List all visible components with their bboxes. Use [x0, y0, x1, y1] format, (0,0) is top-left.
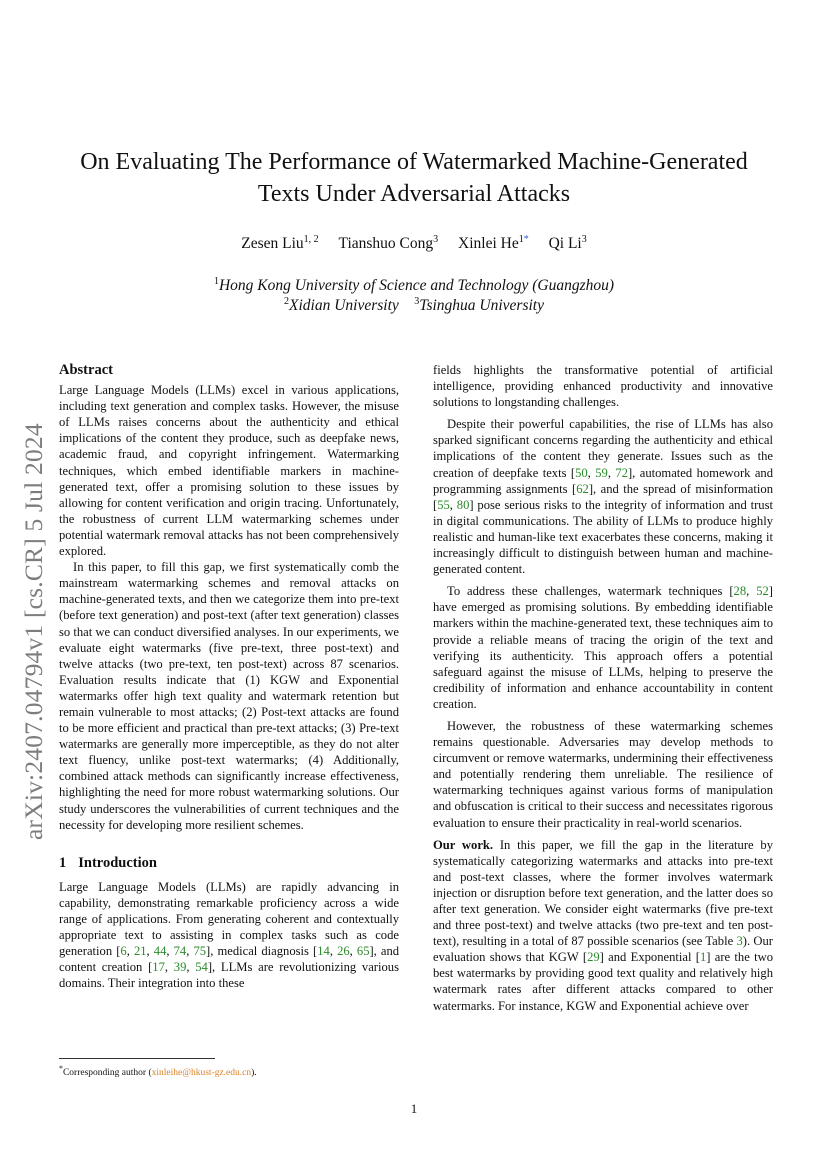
title-line-2: Texts Under Adversarial Attacks — [257, 181, 571, 207]
abstract-paragraph-1: Large Language Models (LLMs) excel in various applications, including text generation and complex tasks. However, the misuse of LLMs raises concerns about the authenticity and ethical implications of the content they produce, such as deepfake news, academic fraud, and copyright infringement. Watermarking techniques, which embed identifiable markers in machine-generated text, offer a promising solution to these issues by allowing for content verification and origin tracing. Unfortunately, the robustness of current LLM watermarking schemes under potential watermark removal attacks has not been comprehensively explored. — [59, 383, 399, 559]
footnote-rule — [59, 1058, 215, 1059]
citation[interactable]: 59 — [595, 465, 608, 480]
arxiv-stamp-text: arXiv:2407.04794v1 [cs.CR] 5 Jul 2024 — [19, 423, 48, 840]
our-work-paragraph: Our work. In this paper, we fill the gap in the literature by systematically categorizing watermarks and attacks into pre-text and post-text classes, where the former involves watermark injection or disruption before text generation, and the latter does so after text generation. We consider eight watermarks (five pre-text and three post-text) and twelve attacks (two pre-text and ten post-text), resulting in a total of 87 possible scenarios (see Table 3). Our evaluation shows that KGW [29] and Exponential [1] are the two best watermarks by providing good text quality and relatively high watermark rates after different attacks compared to other watermarks. For instance, KGW and Exponential achieve over — [433, 837, 773, 1013]
intro-paragraph-1: Large Language Models (LLMs) are rapidly advancing in capability, demonstrating remarkable proficiency across a wide range of applications. From generating coherent and contextually appropriate text to assisting in complex tasks such as code generation [6, 21, 44, 74, 75], medical diagnosis [14, 26, 65], and content creation [17, 39, 54], LLMs are revolutionizing various domains. Their integration into these — [59, 879, 400, 991]
citation[interactable]: 75 — [193, 944, 207, 959]
citation[interactable]: 26 — [337, 944, 350, 959]
citation[interactable]: 17 — [152, 960, 165, 975]
author-3: Xinlei $He^{1*}$ — [458, 234, 529, 252]
title-line-1: On Evaluating The Performance of Watermarked Machine-Generated — [80, 149, 748, 175]
left-column — [59, 362, 399, 991]
author-list — [60, 230, 768, 254]
author-4: Qi Li$^3$ — [548, 234, 587, 252]
email-link[interactable]: xinleihe@hkust-gz.edu.cn — [151, 1068, 252, 1079]
citation[interactable]: 29 — [587, 950, 600, 965]
table-reference[interactable]: 3 — [736, 934, 743, 949]
citation[interactable]: 62 — [576, 481, 589, 496]
citation[interactable]: 28 — [733, 584, 747, 599]
abstract-paragraph-2: In this paper, to fill this gap, we first systematically comb the mainstream watermarking schemes and removal attacks on machine-generated texts, and then we categorize them into pre-text (before text generation) and post-text (after text generation) classes so that we can conduct diversified analyses. In our experiments, we evaluate eight watermarks (five pre-text, three post-text) and twelve attacks (two pre-text, ten post-text) across 87 scenarios. Evaluation results indicate that (1) KGW and Exponential watermarks offer high text quality and watermark retention but remain vulnerable to most attacks; (2) Post-text attacks are found to be more efficient and practical than pre-text attacks; (3) Pre-text watermarks are generally more imperceptible, as they do not alter text fluency, unlike post-text watermarks; (4) Additionally, combined attack methods can significantly increase effectiveness, highlighting the need for more robust watermarking solutions. Our study underscores the vulnerabilities of current techniques and the necessity for developing more resilient schemes. — [59, 560, 399, 832]
our-work-runin: Our work. — [433, 837, 494, 852]
citation[interactable]: 14 — [317, 944, 330, 959]
citation[interactable]: 1 — [699, 950, 707, 965]
citation[interactable]: 44 — [153, 944, 167, 959]
arxiv-stamp — [14, 380, 54, 840]
citation[interactable]: 52 — [756, 584, 769, 599]
intro-paragraph-4: However, the robustness of these watermarking schemes remains questionable. Adversaries may develop methods to circumvent or remove watermarks, undermining their effectiveness and potentially rendering them unreliable. The resilience of watermarking techniques against various forms of manipulation and obfuscation is critical to their success and necessitates rigorous evaluation to ensure their practicality in real-world scenarios. — [433, 718, 773, 830]
citation[interactable]: 50 — [575, 465, 588, 480]
citation[interactable]: 55 — [437, 497, 450, 512]
intro-paragraph-2: Despite their powerful capabilities, the rise of LLMs has also sparked significant concerns regarding the authenticity and ethical implications of the content they generate. Issues such as the creation of deepfake texts [50, 59, 72], automated homework and programming assignments [62], and the spread of misinformation [55, 80] pose serious risks to the integrity of information and trust in digital communications. The ability of LLMs to produce highly realistic and human-like text exacerbates these concerns, making it increasingly difficult to distinguish between human and machine-generated content. — [433, 417, 774, 577]
right-column — [433, 362, 773, 1014]
page-number: 1 — [410, 1101, 418, 1116]
citation[interactable]: 39 — [173, 960, 187, 975]
intro-paragraph-1-continued: fields highlights the transformative potential of artificial intelligence, providing enhanced productivity and innovative solutions to longstanding challenges. — [433, 363, 773, 410]
footnote: *Corresponding author (xinleihe@hkust-gz.edu.cn). — [59, 1064, 257, 1079]
author-2: Tianshuo Cong$^3$ — [338, 234, 439, 252]
introduction-heading: 1 Introduction — [59, 854, 157, 871]
citation[interactable]: 72 — [615, 465, 628, 480]
affiliation-1: $^1$Hong Kong University of Science and Technology (Guangzhou) — [213, 276, 615, 294]
citation[interactable]: 6 — [120, 944, 127, 959]
citation[interactable]: 74 — [173, 944, 187, 959]
citation[interactable]: 80 — [456, 497, 470, 512]
citation[interactable]: 54 — [195, 960, 208, 975]
citation[interactable]: 65 — [356, 944, 370, 959]
abstract-heading: Abstract — [59, 362, 113, 378]
corresponding-mark[interactable]: * — [523, 234, 529, 245]
affiliation-2-3: $^2$Xidian University $^3$Tsinghua University — [283, 296, 544, 314]
paper-title — [60, 146, 768, 210]
intro-paragraph-3: To address these challenges, watermark techniques [28, 52] have emerged as promising solutions. By embedding identifiable markers within the machine-generated text, these techniques aim to provide a reliable means of tracing the origin of the text and verifying its authenticity. This approach offers a potential safeguard against the misuse of LLMs, helping to preserve the credibility of information and enhance accountability in content creation. — [433, 584, 773, 711]
author-1: Zesen Liu$^{1, 2}$ — [241, 234, 319, 252]
citation[interactable]: 21 — [133, 944, 147, 959]
